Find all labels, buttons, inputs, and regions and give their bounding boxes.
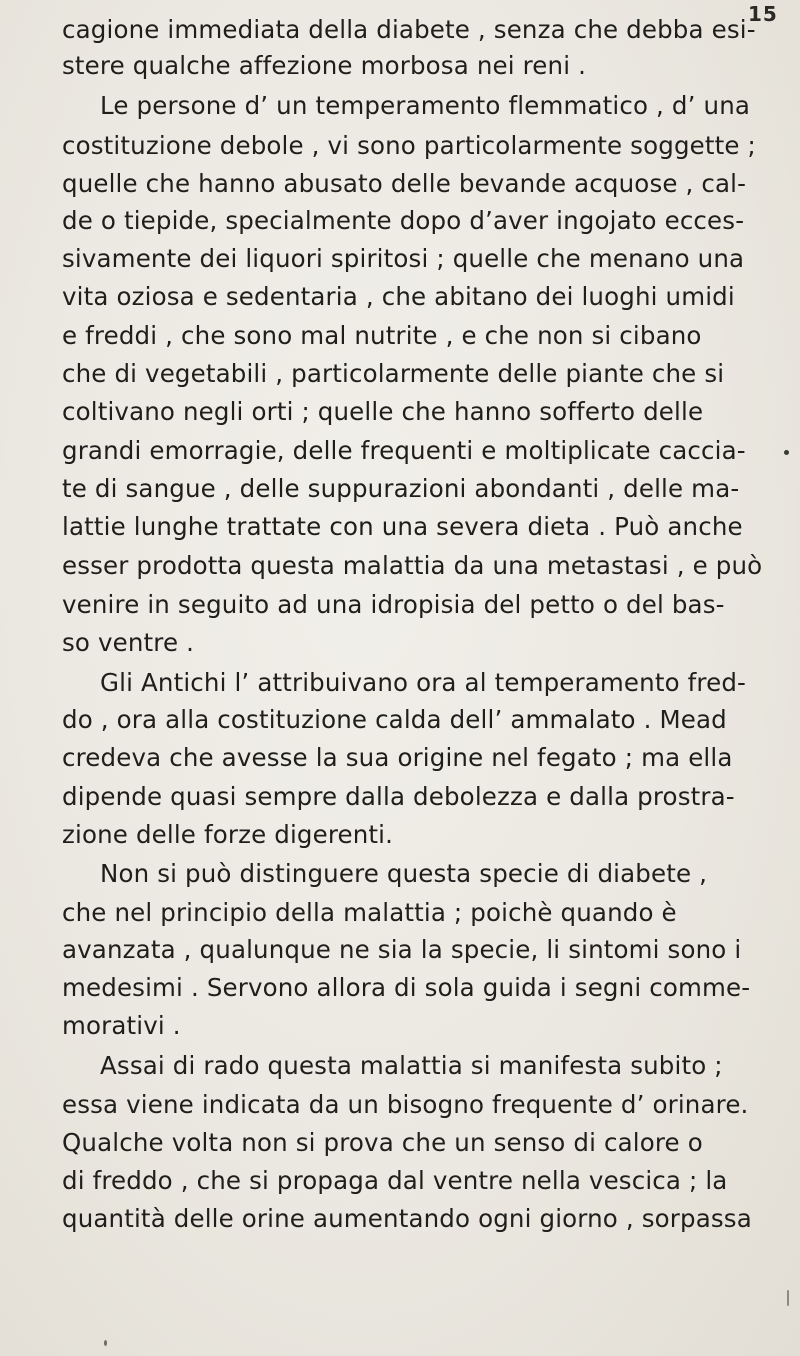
text-line: so ventre . bbox=[62, 628, 195, 657]
text-line: che nel principio della malattia ; poichè quando è bbox=[62, 898, 677, 927]
text-line: dipende quasi sempre dalla debolezza e dalla prostra- bbox=[62, 782, 735, 811]
text-line: Qualche volta non si prova che un senso di calore o bbox=[62, 1128, 703, 1157]
text-line: Le persone d’ un temperamento flemmatico , d’ una bbox=[100, 91, 751, 120]
text-line: che di vegetabili , particolarmente delle piante che si bbox=[62, 359, 725, 388]
page-number: 15 bbox=[748, 2, 778, 26]
text-line: Gli Antichi l’ attribuivano ora al temperamento fred- bbox=[100, 668, 747, 697]
text-line: coltivano negli orti ; quelle che hanno sofferto delle bbox=[62, 397, 704, 426]
text-line: costituzione debole , vi sono particolarmente soggette ; bbox=[62, 131, 756, 160]
text-line: quantità delle orine aumentando ogni giorno , sorpassa bbox=[62, 1204, 752, 1233]
text-line: lattie lunghe trattate con una severa dieta . Può anche bbox=[62, 512, 743, 541]
text-line: te di sangue , delle suppurazioni abondanti , delle ma- bbox=[62, 474, 740, 503]
text-line: Non si può distinguere questa specie di diabete , bbox=[100, 859, 708, 888]
text-line: cagione immediata della diabete , senza che debba esi- bbox=[62, 15, 756, 44]
text-line: grandi emorragie, delle frequenti e moltiplicate caccia- bbox=[62, 436, 746, 465]
text-line: avanzata , qualunque ne sia la specie, li sintomi sono i bbox=[62, 935, 742, 964]
paper-mark bbox=[787, 1290, 789, 1306]
text-line: medesimi . Servono allora di sola guida i segni comme- bbox=[62, 973, 751, 1002]
text-line: do , ora alla costituzione calda dell’ ammalato . Mead bbox=[62, 705, 727, 734]
text-line: credeva che avesse la sua origine nel fegato ; ma ella bbox=[62, 743, 733, 772]
ink-speck bbox=[784, 450, 789, 455]
text-line: quelle che hanno abusato delle bevande acquose , cal- bbox=[62, 169, 747, 198]
text-line: venire in seguito ad una idropisia del petto o del bas- bbox=[62, 590, 725, 619]
text-line: vita oziosa e sedentaria , che abitano dei luoghi umidi bbox=[62, 282, 735, 311]
text-line: de o tiepide, specialmente dopo d’aver ingojato ecces- bbox=[62, 206, 745, 235]
text-line: essa viene indicata da un bisogno frequente d’ orinare. bbox=[62, 1090, 749, 1119]
text-line: Assai di rado questa malattia si manifesta subito ; bbox=[100, 1051, 723, 1080]
text-line: sivamente dei liquori spiritosi ; quelle che menano una bbox=[62, 244, 745, 273]
text-line: morativi . bbox=[62, 1011, 181, 1040]
ink-speck bbox=[104, 1340, 107, 1346]
text-line: stere qualche affezione morbosa nei reni . bbox=[62, 51, 587, 80]
text-line: zione delle forze digerenti. bbox=[62, 820, 394, 849]
text-line: esser prodotta questa malattia da una metastasi , e può bbox=[62, 551, 763, 580]
text-line: di freddo , che si propaga dal ventre nella vescica ; la bbox=[62, 1166, 728, 1195]
text-line: e freddi , che sono mal nutrite , e che non si cibano bbox=[62, 321, 702, 350]
